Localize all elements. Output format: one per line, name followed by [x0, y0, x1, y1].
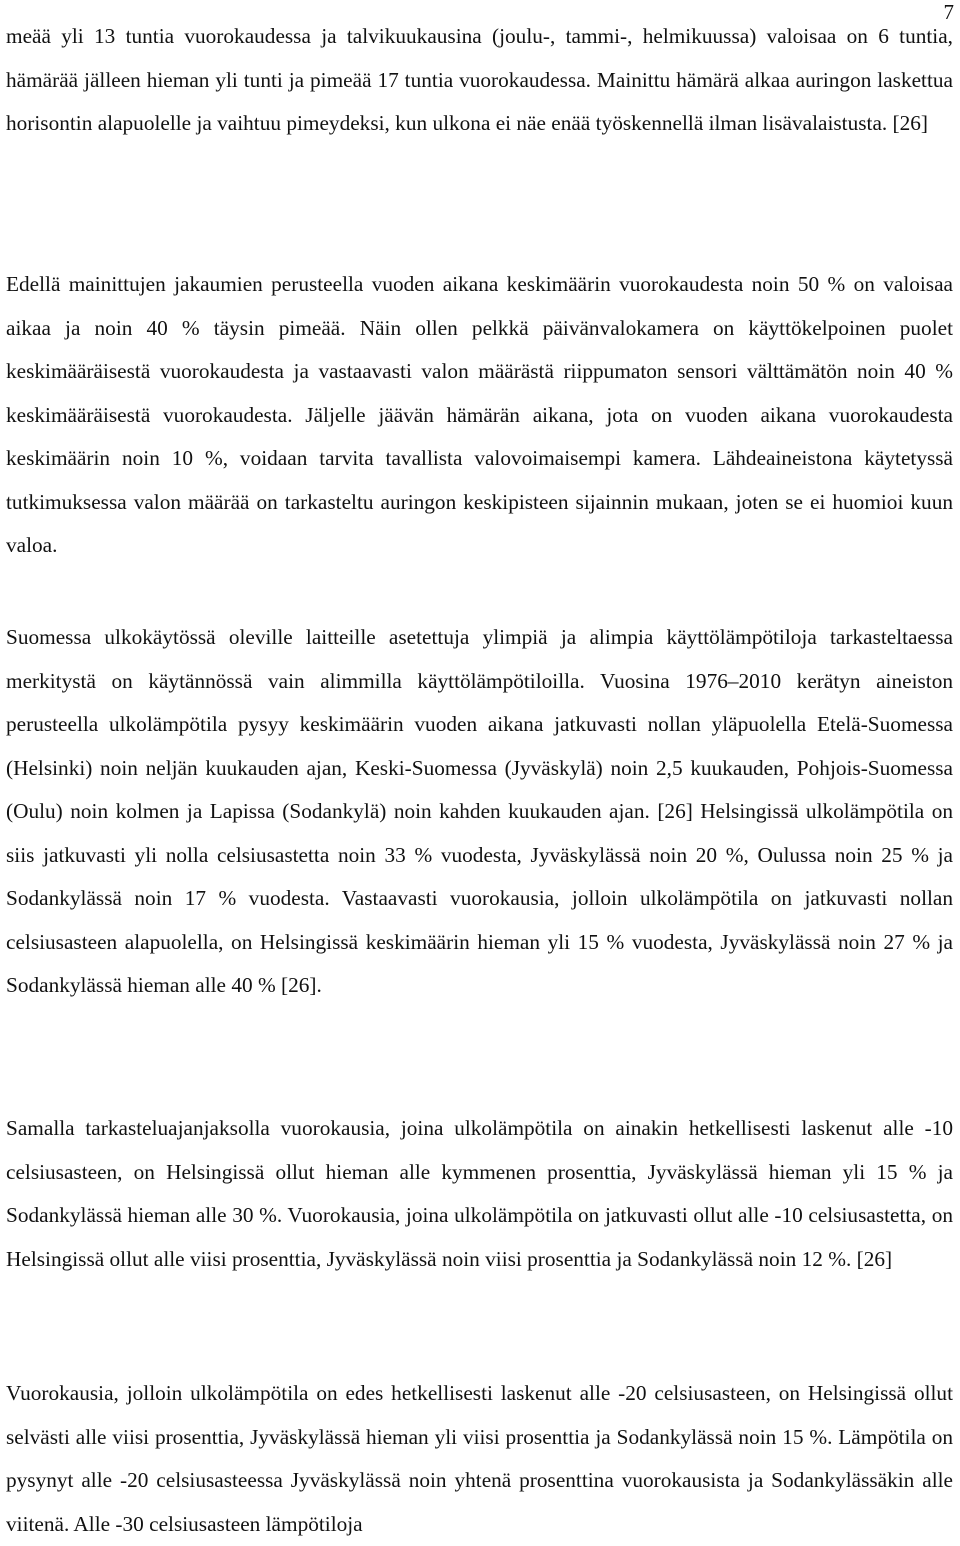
- paragraph-operating-temperatures: Suomessa ulkokäytössä oleville laitteille asetettuja ylimpiä ja alimpia käyttölämpötiloja tarkasteltaessa merkitystä on käytännössä vain alimmilla käyttölämpötiloilla. Vuosina 1976–2010 kerätyn aineiston perusteella ulkolämpötila pysyy keskimäärin vuoden aikana jatkuvasti nollan yläpuolella Etelä-Suomessa (Helsinki) noin neljän kuukauden ajan, Keski-Suomessa (Jyväskylä) noin 2,5 kuukauden, Pohjois-Suomessa (Oulu) noin kolmen ja Lapissa (Sodankylä) noin kahden kuukauden ajan. [26] Helsingissä ulkolämpötila on siis jatkuvasti yli nolla celsiusastetta noin 33 % vuodesta, Jyväskylässä noin 20 %, Oulussa noin 25 % ja Sodankylässä noin 17 % vuodesta. Vastaavasti vuorokausia, jolloin ulkolämpötila on jatkuvasti nollan celsiusasteen alapuolella, on Helsingissä keskimäärin hieman yli 15 % vuodesta, Jyväskylässä noin 27 % ja Sodankylässä hieman alle 40 % [26].: [6, 625, 953, 997]
- paragraph-daylight-hours: meää yli 13 tuntia vuorokaudessa ja talvikuukausina (joulu-, tammi-, helmikuussa) valoisaa on 6 tuntia, hämärää jälleen hieman yli tunti ja pimeää 17 tuntia vuorokaudessa. Mainittu hämärä alkaa auringon laskettua horisontin alapuolelle ja vaihtuu pimeydeksi, kun ulkona ei näe enää työskennellä ilman lisävalaistusta. [26]: [6, 24, 953, 135]
- paragraph-minus-10-statistics: Samalla tarkasteluajanjaksolla vuorokausia, joina ulkolämpötila on ainakin hetkellisesti laskenut alle -10 celsiusasteen, on Helsingissä ollut hieman alle kymmenen prosenttia, Jyväskylässä hieman yli 15 % ja Sodankylässä hieman alle 30 %. Vuorokausia, joina ulkolämpötila on jatkuvasti ollut alle -10 celsiusastetta, on Helsingissä ollut alle viisi prosenttia, Jyväskylässä noin viisi prosenttia ja Sodankylässä noin 12 %. [26]: [6, 1116, 953, 1271]
- paragraph-minus-20-statistics: Vuorokausia, jolloin ulkolämpötila on edes hetkellisesti laskenut alle -20 celsiusasteen, on Helsingissä ollut selvästi alle viisi prosenttia, Jyväskylässä hieman yli viisi prosenttia ja Sodankylässä noin 15 %. Lämpötila on pysynyt alle -20 celsiusasteessa Jyväskylässä noin yhtenä prosenttina vuorokausista ja Sodankylässäkin alle viitenä. Alle -30 celsiusasteen lämpötiloja: [6, 1381, 953, 1536]
- page-number: 7: [943, 0, 954, 24]
- paragraph-camera-requirements: Edellä mainittujen jakaumien perusteella vuoden aikana keskimäärin vuorokaudesta noin 50 % on valoisaa aikaa ja noin 40 % täysin pimeää. Näin ollen pelkkä päivänvalokamera on käyttökelpoinen puolet keskimääräisestä vuorokaudesta ja vastaavasti valon määrästä riippumaton sensori välttämätön noin 40 % keskimääräisestä vuorokaudesta. Jäljelle jäävän hämärän aikana, jota on vuoden aikana vuorokaudesta keskimäärin noin 10 %, voidaan tarvita tavallista valovoimaisempi kamera. Lähdeaineistona käytetyssä tutkimuksessa valon määrää on tarkasteltu auringon keskipisteen sijainnin mukaan, joten se ei huomioi kuun valoa.: [6, 272, 953, 557]
